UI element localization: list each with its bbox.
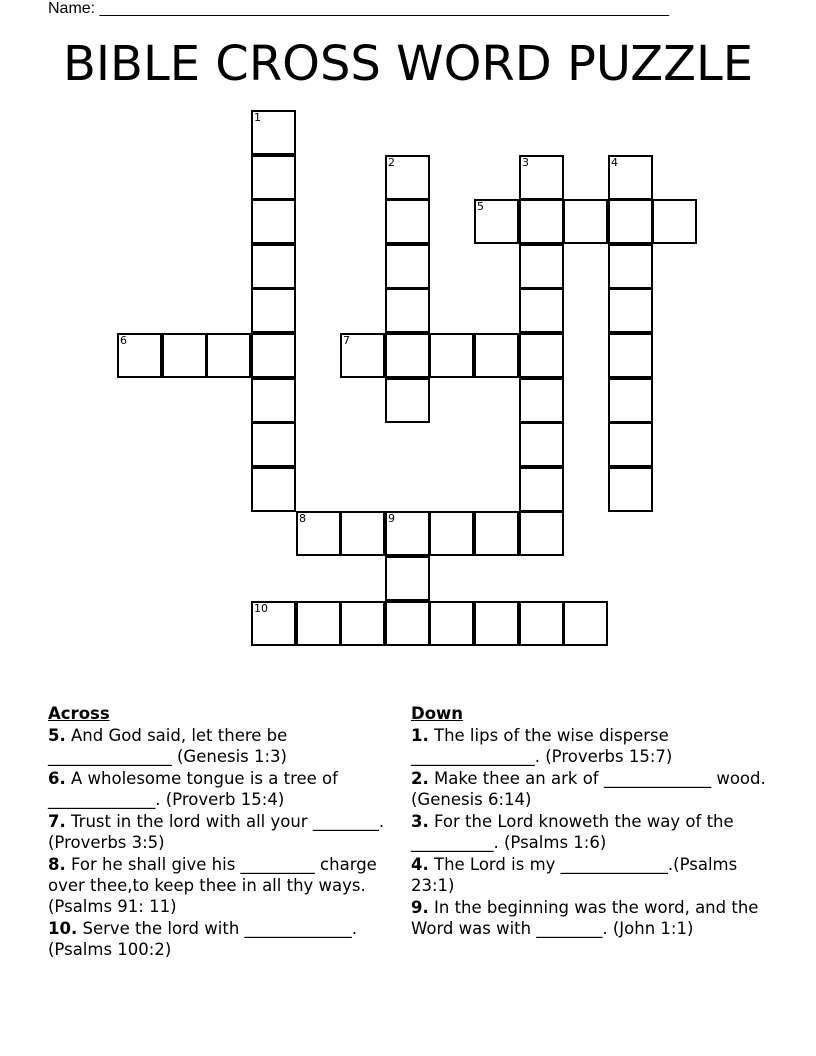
clue-across-7: 7. Trust in the lord with all your ________.(Proverbs 3:5) — [48, 812, 385, 852]
clue-down-1: 1. The lips of the wise disperse _______________. (Proverbs 15:7) — [411, 726, 673, 766]
crossword-cell[interactable] — [519, 378, 564, 423]
crossword-cell[interactable] — [519, 422, 564, 467]
crossword-cell[interactable] — [519, 601, 564, 646]
crossword-cell[interactable] — [251, 601, 296, 646]
crossword-cell[interactable] — [474, 333, 519, 378]
cell-number: 9 — [388, 512, 395, 525]
crossword-cell[interactable] — [608, 378, 653, 423]
crossword-cell[interactable] — [206, 333, 251, 378]
clue-down-9: 9. In the beginning was the word, and the Word was with ________. (John 1:1) — [411, 898, 759, 938]
cell-number: 5 — [477, 200, 484, 213]
clue-across-6: 6. A wholesome tongue is a tree of _____________. (Proverb 15:4) — [48, 769, 338, 809]
crossword-cell[interactable] — [608, 422, 653, 467]
crossword-cell[interactable] — [429, 601, 474, 646]
crossword-cell[interactable] — [608, 467, 653, 512]
crossword-cell[interactable] — [429, 333, 474, 378]
crossword-cell[interactable] — [429, 511, 474, 556]
crossword-cell[interactable] — [251, 199, 296, 244]
cell-number: 8 — [299, 512, 306, 525]
crossword-cell[interactable] — [117, 333, 162, 378]
crossword-cell[interactable] — [340, 511, 385, 556]
crossword-cell[interactable] — [608, 155, 653, 200]
crossword-cell[interactable] — [474, 199, 519, 244]
down-clues — [411, 703, 771, 940]
cell-number: 3 — [522, 156, 529, 169]
crossword-cell[interactable] — [385, 378, 430, 423]
cell-number: 6 — [120, 334, 127, 347]
crossword-cell[interactable] — [385, 199, 430, 244]
crossword-cell[interactable] — [519, 288, 564, 333]
crossword-cell[interactable] — [385, 333, 430, 378]
clue-across-5: 5. And God said, let there be _______________ (Genesis 1:3) — [48, 726, 288, 766]
crossword-cell[interactable] — [608, 244, 653, 289]
cell-number: 1 — [254, 111, 261, 124]
crossword-cell[interactable] — [296, 601, 341, 646]
crossword-cell[interactable] — [563, 199, 608, 244]
crossword-cell[interactable] — [251, 422, 296, 467]
page-title: BIBLE CROSS WORD PUZZLE — [62, 36, 754, 92]
crossword-cell[interactable] — [385, 288, 430, 333]
crossword-cell[interactable] — [251, 378, 296, 423]
crossword-cell[interactable] — [385, 556, 430, 601]
name-field-line[interactable]: Name: ________________________________________________________________ — [48, 0, 670, 17]
crossword-cell[interactable] — [608, 333, 653, 378]
crossword-cell[interactable] — [519, 244, 564, 289]
crossword-cell[interactable] — [251, 155, 296, 200]
crossword-cell[interactable] — [519, 155, 564, 200]
across-heading: Across — [48, 704, 110, 723]
crossword-cell[interactable] — [385, 601, 430, 646]
crossword-cell[interactable] — [385, 244, 430, 289]
crossword-cell[interactable] — [385, 511, 430, 556]
crossword-cell[interactable] — [608, 199, 653, 244]
clue-down-3: 3. For the Lord knoweth the way of the __________. (Psalms 1:6) — [411, 812, 734, 852]
crossword-cell[interactable] — [519, 511, 564, 556]
crossword-cell[interactable] — [519, 333, 564, 378]
clue-down-2: 2. Make thee an ark of _____________ wood. (Genesis 6:14) — [411, 769, 766, 809]
clue-across-8: 8. For he shall give his _________ charge over thee,to keep thee in all thy ways. (Psalms 91: 11) — [48, 855, 377, 916]
crossword-cell[interactable] — [251, 467, 296, 512]
crossword-cell[interactable] — [474, 511, 519, 556]
crossword-cell[interactable] — [608, 288, 653, 333]
clue-across-10: 10. Serve the lord with _____________. (Psalms 100:2) — [48, 919, 358, 959]
crossword-cell[interactable] — [385, 155, 430, 200]
down-heading: Down — [411, 704, 464, 723]
cell-number: 2 — [388, 156, 395, 169]
crossword-cell[interactable] — [251, 333, 296, 378]
crossword-cell[interactable] — [251, 110, 296, 155]
crossword-cell[interactable] — [251, 288, 296, 333]
crossword-cell[interactable] — [340, 333, 385, 378]
crossword-cell[interactable] — [162, 333, 207, 378]
crossword-cell[interactable] — [652, 199, 697, 244]
across-clues — [48, 703, 408, 961]
cell-number: 4 — [611, 156, 618, 169]
crossword-cell[interactable] — [340, 601, 385, 646]
crossword-cell[interactable] — [296, 511, 341, 556]
clue-down-4: 4. The Lord is my _____________.(Psalms 23:1) — [411, 855, 738, 895]
crossword-cell[interactable] — [251, 244, 296, 289]
cell-number: 7 — [343, 334, 350, 347]
cell-number: 10 — [254, 602, 268, 615]
crossword-cell[interactable] — [519, 467, 564, 512]
crossword-cell[interactable] — [519, 199, 564, 244]
crossword-cell[interactable] — [474, 601, 519, 646]
crossword-cell[interactable] — [563, 601, 608, 646]
